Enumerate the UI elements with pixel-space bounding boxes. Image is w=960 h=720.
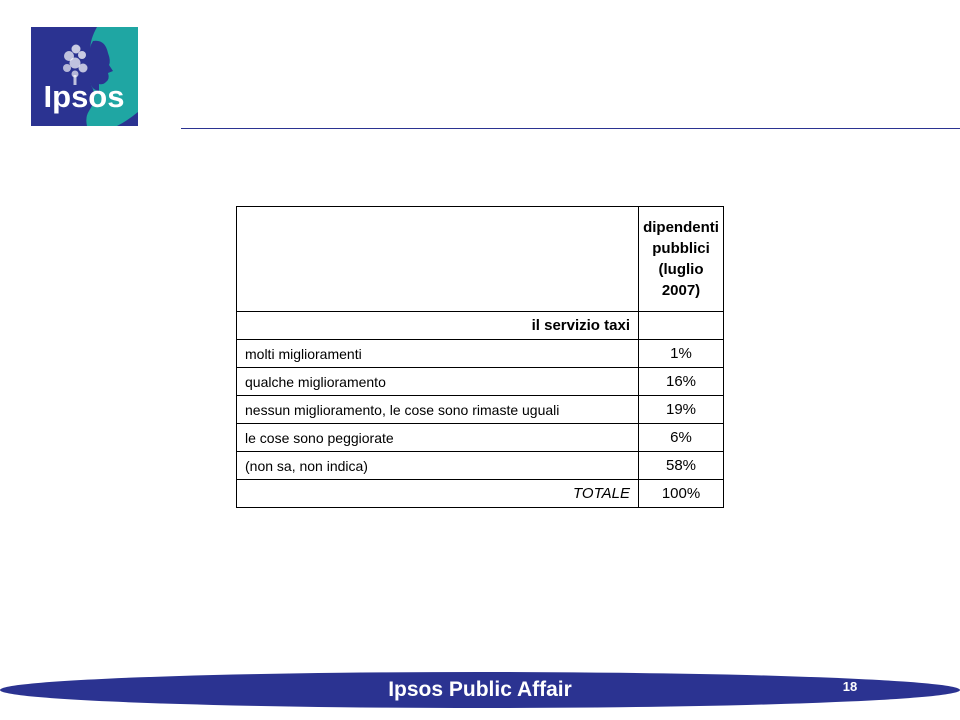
footer-title: Ipsos Public Affair [388, 678, 572, 701]
topic-label: il servizio taxi [237, 312, 639, 340]
row-value: 58% [639, 452, 724, 480]
header-divider [181, 128, 960, 129]
table-row [237, 340, 724, 368]
page-number: 18 [842, 679, 858, 694]
row-label: qualche miglioramento [237, 368, 639, 396]
topic-row [237, 312, 724, 340]
total-value: 100% [639, 480, 724, 508]
row-value: 1% [639, 340, 724, 368]
header-empty-cell [237, 207, 639, 312]
row-value: 16% [639, 368, 724, 396]
row-label: nessun miglioramento, le cose sono rimaste uguali [237, 396, 639, 424]
ipsos-logo [31, 27, 138, 126]
row-label: le cose sono peggiorate [237, 424, 639, 452]
table-header-row [237, 207, 724, 312]
logo-brand-text: Ipsos [43, 79, 125, 114]
table-row [237, 452, 724, 480]
column-header: dipendenti pubblici (luglio 2007) [639, 207, 724, 312]
results-table [236, 206, 724, 508]
table-row [237, 424, 724, 452]
row-label: molti miglioramenti [237, 340, 639, 368]
row-value: 6% [639, 424, 724, 452]
total-label: TOTALE [237, 480, 639, 508]
table-row [237, 396, 724, 424]
row-label: (non sa, non indica) [237, 452, 639, 480]
topic-value-cell [639, 312, 724, 340]
row-value: 19% [639, 396, 724, 424]
table-row [237, 368, 724, 396]
total-row [237, 480, 724, 508]
